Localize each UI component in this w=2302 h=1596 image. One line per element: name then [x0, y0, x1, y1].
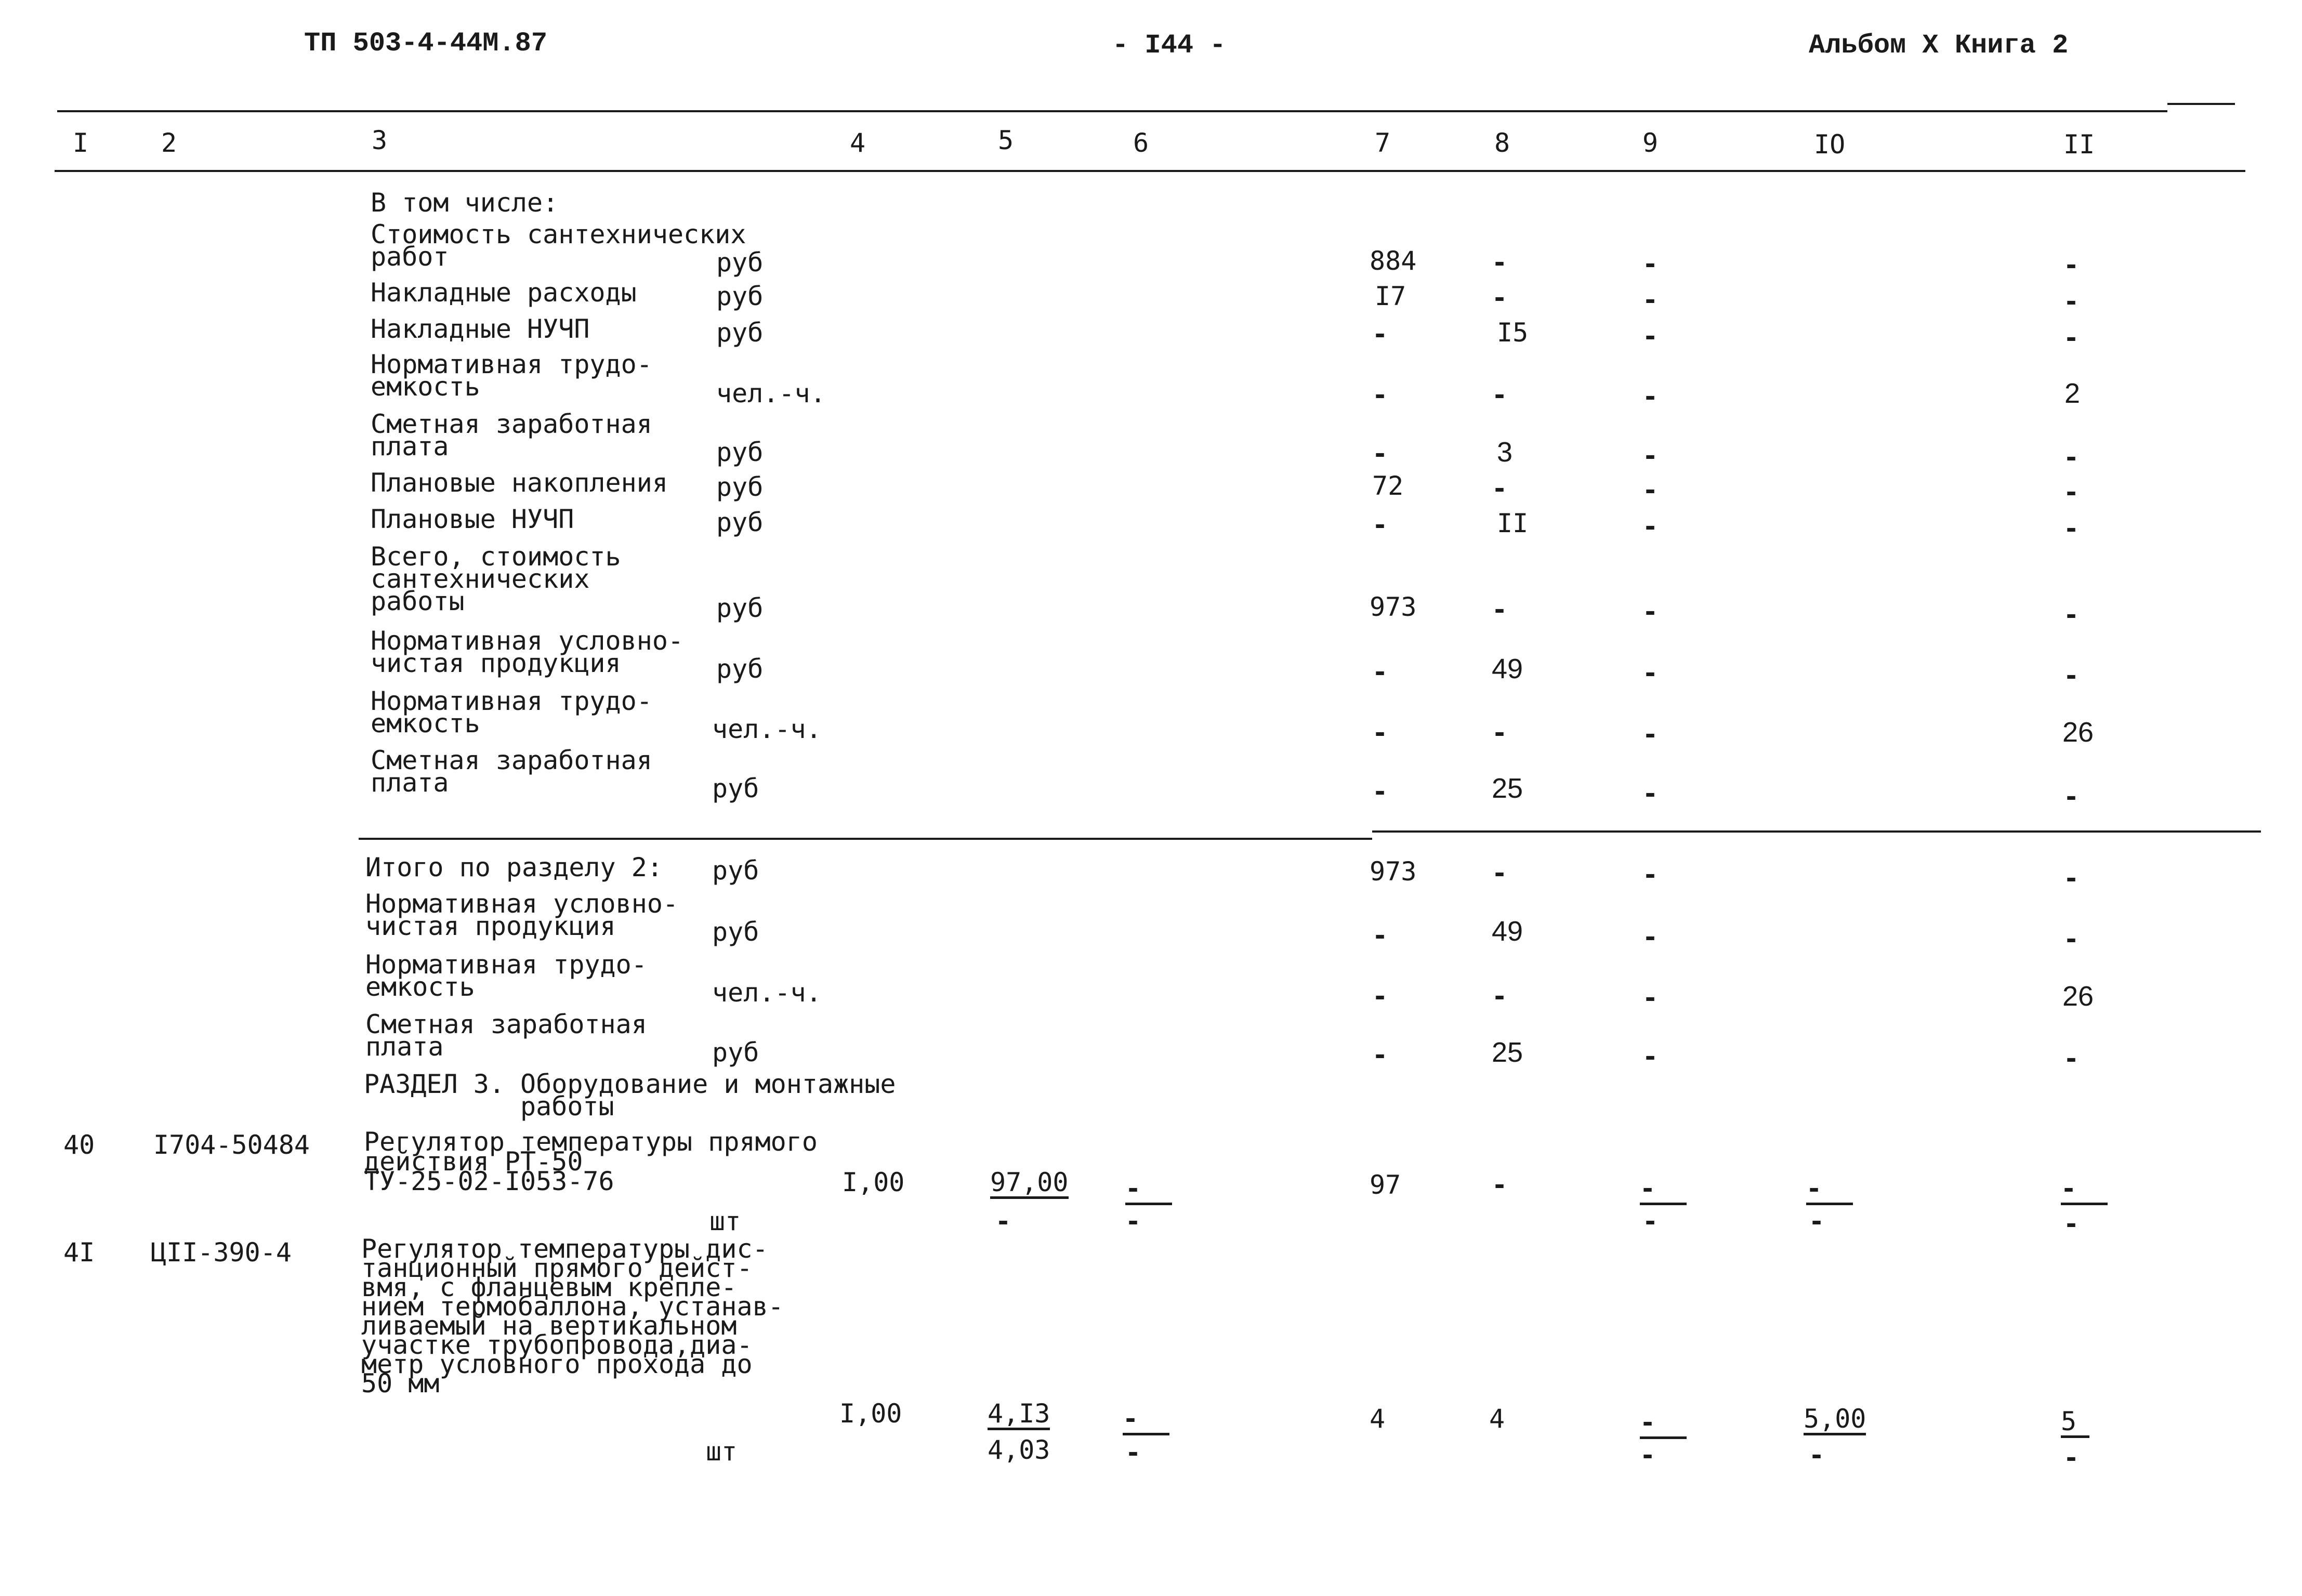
total-label: Нормативная условно- чистая продукция	[365, 889, 679, 941]
breakdown-c9: -	[1642, 658, 1659, 688]
total-c11: -	[2063, 924, 2080, 954]
item-col11-bottom: -	[2063, 1209, 2080, 1239]
item-col11-top: 5	[2061, 1408, 2089, 1438]
total-c8: -	[1492, 981, 1508, 1011]
breakdown-c8: -	[1492, 718, 1508, 748]
breakdown-label: Стоимость сантехнических работ	[371, 219, 746, 272]
breakdown-c9: -	[1642, 779, 1659, 809]
total-unit: руб	[712, 1037, 759, 1067]
breakdown-c8: -	[1492, 283, 1508, 313]
breakdown-c7: -	[1372, 718, 1388, 748]
breakdown-unit: руб	[716, 593, 764, 623]
item-col6-top: -	[1123, 1406, 1169, 1435]
breakdown-c7: 72	[1372, 471, 1404, 501]
col-header-8: 8	[1494, 128, 1510, 158]
item-unit: шт	[709, 1206, 741, 1236]
col-header-4: 4	[850, 128, 866, 158]
total-c8: 49	[1492, 916, 1523, 947]
total-c7: -	[1372, 1040, 1388, 1070]
col-header-6: 6	[1133, 128, 1149, 158]
breakdown-c11: -	[2063, 477, 2080, 507]
breakdown-c7: -	[1372, 776, 1388, 807]
item-col5-top: 97,00	[990, 1169, 1069, 1199]
breakdown-unit: руб	[716, 437, 764, 467]
breakdown-c11: -	[2063, 513, 2080, 544]
item-quantity: I,00	[839, 1399, 902, 1429]
total-label: Итого по разделу 2:	[365, 852, 663, 882]
breakdown-c11: -	[2063, 323, 2080, 353]
col-header-3: 3	[372, 125, 388, 155]
item-col5-bottom: 4,03	[988, 1435, 1050, 1465]
total-c8: -	[1492, 858, 1508, 888]
breakdown-c9: -	[1642, 285, 1659, 315]
col-header-10: IO	[1814, 129, 1846, 160]
breakdown-label: Сметная заработная плата	[371, 409, 652, 461]
breakdown-c7: -	[1372, 319, 1388, 349]
item-description: Регулятор температуры дис- танционный прямого дейст- вмя, с фланцевым крепле- нием термобаллона, устанав- ливаемый на вертикальном участке трубопровода,диа- метр условного прохода до 50 мм	[361, 1234, 784, 1399]
col-header-2: 2	[161, 128, 177, 158]
breakdown-c9: -	[1642, 321, 1659, 351]
item-col7: 97	[1370, 1170, 1401, 1200]
breakdown-label: Сметная заработная плата	[371, 745, 652, 798]
item-col10-top: -	[1806, 1176, 1853, 1205]
total-unit: руб	[712, 855, 759, 886]
breakdown-c8: 49	[1492, 653, 1523, 684]
total-c11: 26	[2062, 981, 2094, 1012]
breakdown-unit: руб	[716, 654, 764, 684]
breakdown-label: Нормативная условно- чистая продукция	[371, 626, 684, 678]
item-col6-bottom: -	[1125, 1437, 1141, 1468]
breakdown-label: Нормативная трудо- емкость	[371, 349, 652, 402]
total-label: Сметная заработная плата	[365, 1009, 647, 1062]
breakdown-unit: чел.-ч.	[716, 378, 826, 408]
breakdown-c9: -	[1642, 511, 1659, 542]
breakdown-label: Всего, стоимость сантехнических работы	[371, 542, 621, 616]
col-header-1: I	[73, 128, 89, 158]
breakdown-c11: -	[2063, 661, 2080, 691]
col-header-11: II	[2063, 129, 2095, 160]
breakdown-c9: -	[1642, 249, 1659, 279]
breakdown-c9: -	[1642, 441, 1659, 471]
breakdown-unit: руб	[716, 318, 764, 348]
document-code: ТП 503-4-44М.87	[304, 28, 548, 59]
total-unit: чел.-ч.	[712, 978, 822, 1008]
breakdown-c8: -	[1492, 380, 1508, 410]
breakdown-c11: -	[2063, 442, 2080, 472]
breakdown-unit: руб	[716, 281, 764, 311]
section-divider-right	[1372, 830, 2261, 833]
item-col7: 4	[1370, 1404, 1386, 1434]
breakdown-unit: руб	[716, 247, 764, 278]
breakdown-c7: I7	[1375, 281, 1406, 311]
item-col10-bottom: -	[1809, 1206, 1825, 1236]
item-col6-top: -	[1125, 1176, 1172, 1205]
breakdown-c9: -	[1642, 475, 1659, 505]
item-code: I704-50484	[153, 1130, 310, 1160]
total-c9: -	[1642, 1041, 1659, 1072]
breakdown-c8: -	[1492, 473, 1508, 504]
item-description: Регулятор температуры прямого действия РТ-50 ТУ-25-02-I053-76	[364, 1127, 818, 1196]
breakdown-label: Плановые НУЧП	[371, 504, 574, 534]
section3-title: РАЗДЕЛ 3. Оборудование и монтажные работы	[364, 1069, 896, 1122]
total-c8: 25	[1492, 1037, 1523, 1068]
breakdown-c7: -	[1372, 657, 1388, 687]
header-rule-top-right	[2167, 103, 2235, 105]
col-header-5: 5	[998, 125, 1014, 155]
breakdown-c11: -	[2063, 600, 2080, 630]
item-number: 4I	[63, 1237, 95, 1268]
item-number: 40	[63, 1130, 95, 1160]
item-col11-top: -	[2061, 1176, 2108, 1205]
breakdown-c9: -	[1642, 719, 1659, 749]
total-c11: -	[2063, 1044, 2080, 1074]
total-c9: -	[1642, 983, 1659, 1013]
item-col9-bottom: -	[1642, 1206, 1659, 1236]
total-c7: -	[1372, 920, 1388, 951]
breakdown-c7: -	[1372, 510, 1388, 540]
section-divider-left	[359, 838, 1372, 840]
breakdown-c8: -	[1492, 247, 1508, 278]
breakdown-c7: -	[1372, 380, 1388, 410]
breakdown-c8: 25	[1492, 773, 1523, 804]
breakdown-unit: руб	[716, 472, 764, 502]
breakdown-c8: -	[1492, 595, 1508, 625]
breakdown-c11: -	[2063, 782, 2080, 812]
item-quantity: I,00	[842, 1167, 905, 1197]
breakdown-c8: 3	[1497, 437, 1513, 468]
page-number: - I44 -	[1112, 30, 1226, 61]
item-col8: -	[1492, 1170, 1508, 1200]
total-label: Нормативная трудо- емкость	[365, 949, 647, 1002]
total-c11: -	[2063, 863, 2080, 893]
total-c9: -	[1642, 860, 1659, 890]
album-book: Альбом X Книга 2	[1809, 30, 2069, 61]
total-c9: -	[1642, 922, 1659, 952]
item-code: ЦII-390-4	[151, 1237, 292, 1268]
item-col9-top: -	[1640, 1409, 1687, 1439]
item-col9-bottom: -	[1640, 1440, 1656, 1470]
breakdown-label: Накладные расходы	[371, 278, 637, 308]
item-col10-top: 5,00	[1804, 1406, 1866, 1435]
breakdown-unit: чел.-ч.	[712, 714, 822, 744]
breakdown-unit: руб	[716, 507, 764, 537]
breakdown-c7: 884	[1370, 246, 1417, 276]
header-rule-top-left	[57, 110, 2167, 112]
breakdown-c11: 26	[2062, 717, 2094, 748]
breakdown-c8: II	[1497, 508, 1529, 538]
breakdown-c7: -	[1372, 439, 1388, 469]
breakdown-unit: руб	[712, 773, 759, 803]
item-col5-top: 4,I3	[988, 1401, 1050, 1430]
col-header-7: 7	[1375, 128, 1391, 158]
item-col6-bottom: -	[1125, 1206, 1141, 1236]
breakdown-label: Накладные НУЧП	[371, 314, 590, 344]
breakdown-c7: 973	[1370, 592, 1417, 622]
breakdown-c11: -	[2063, 250, 2080, 280]
item-col5-bottom: -	[995, 1206, 1011, 1236]
total-c7: 973	[1370, 856, 1417, 887]
breakdown-c11: 2	[2064, 378, 2081, 409]
breakdown-c11: -	[2063, 286, 2080, 316]
breakdown-c9: -	[1642, 381, 1659, 412]
breakdown-intro: В том числе:	[371, 188, 559, 218]
item-col10-bottom: -	[1809, 1440, 1825, 1470]
item-col8: 4	[1489, 1404, 1505, 1434]
breakdown-label: Нормативная трудо- емкость	[371, 686, 652, 738]
total-unit: руб	[712, 917, 759, 947]
breakdown-label: Плановые накопления	[371, 468, 668, 498]
total-c7: -	[1372, 981, 1388, 1011]
item-col11-bottom: -	[2063, 1443, 2080, 1473]
breakdown-c8: I5	[1497, 318, 1529, 348]
item-col9-top: -	[1640, 1176, 1687, 1205]
breakdown-c9: -	[1642, 597, 1659, 627]
item-unit: шт	[706, 1436, 738, 1467]
header-rule-bottom	[55, 170, 2245, 172]
col-header-9: 9	[1642, 128, 1659, 158]
